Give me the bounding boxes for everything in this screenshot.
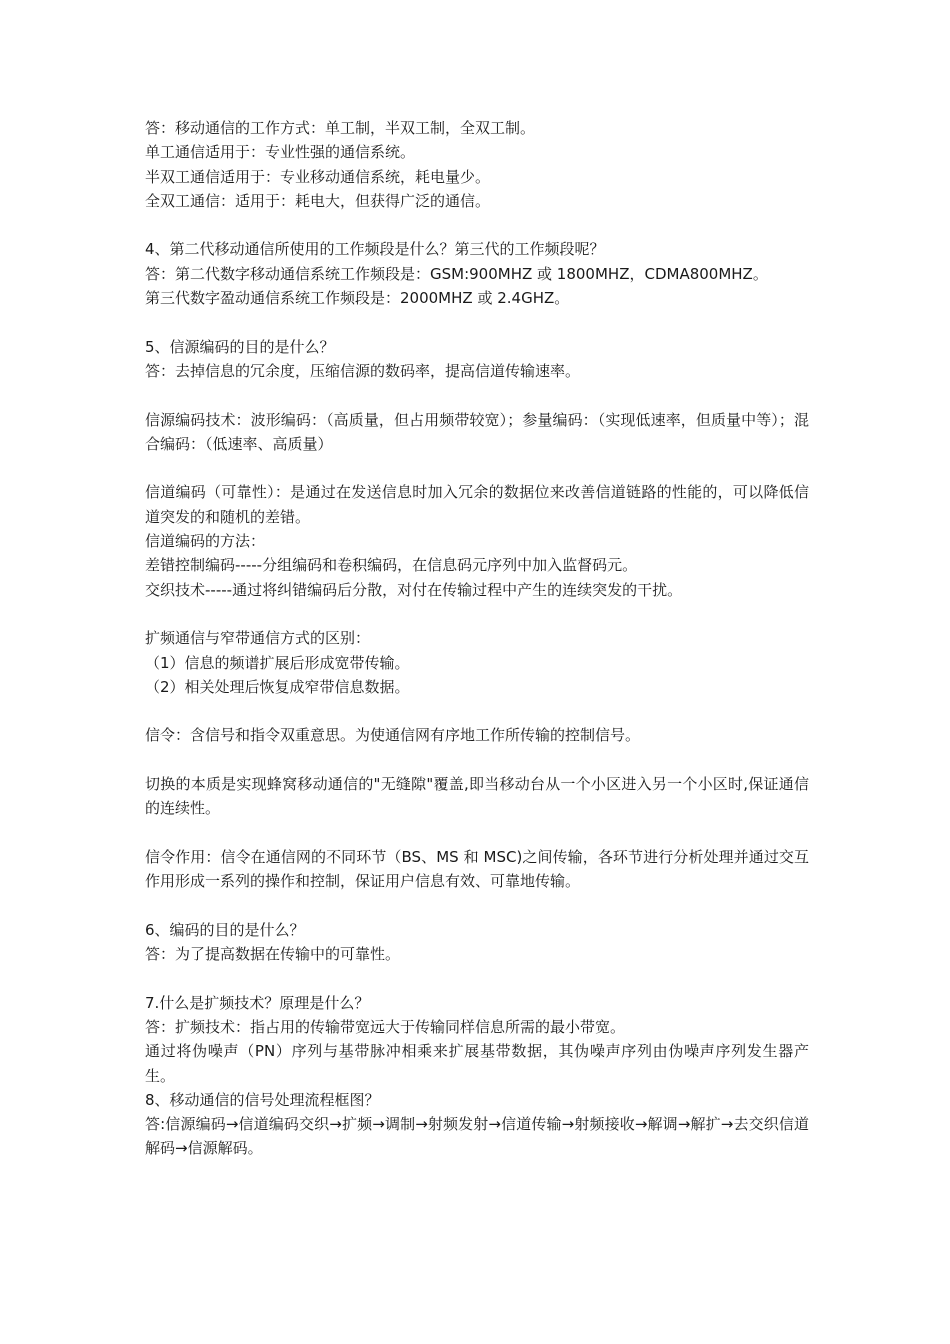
question-6 [145,918,809,967]
document-page [145,116,809,1185]
text-line: 半双工通信适用于：专业移动通信系统，耗电量少。 [145,167,491,186]
paragraph: 信源编码技术：波形编码：（高质量，但占用频带较宽）；参量编码：（实现低速率，但质量中等）；混合编码：（低速率、高质量） [145,410,809,453]
text-line: 答：扩频技术：指占用的传输带宽远大于传输同样信息所需的最小带宽。 [145,1017,626,1036]
work-mode-answer [145,116,809,213]
signaling-function [145,845,809,894]
text-line: 单工通信适用于：专业性强的通信系统。 [145,143,416,162]
paragraph: 答:信源编码→信道编码交织→扩频→调制→射频发射→信道传输→射频接收→解调→解扩→去交织信道解码→信源解码。 [145,1115,809,1158]
text-line: 答：移动通信的工作方式：单工制，半双工制，全双工制。 [145,119,536,137]
signaling-definition [145,723,809,747]
list-item: （2）相关处理后恢复成窄带信息数据。 [145,677,410,696]
text-line: 答：为了提高数据在传输中的可靠性。 [145,945,401,964]
paragraph: 信道编码（可靠性）：是通过在发送信息时加入冗余的数据位来改善信道链路的性能的，可以降低信道突发的和随机的差错。 [145,483,809,526]
text-line: 信令：含信号和指令双重意思。为使通信网有序地工作所传输的控制信号。 [145,726,641,745]
question-7-8 [145,991,809,1161]
text-line: 第三代数字盈动通信系统工作频段是：2000MHZ 或 2.4GHZ。 [145,289,570,308]
spread-vs-narrowband [145,626,809,699]
question-4 [145,237,809,310]
paragraph: 切换的本质是实现蜂窝移动通信的"无缝隙"覆盖,即当移动台从一个小区进入另一个小区时,保证通信的连续性。 [145,775,809,818]
paragraph: 信令作用：信令在通信网的不同环节（BS、MS 和 MSC)之间传输，各环节进行分析处理并通过交互作用形成一系列的操作和控制，保证用户信息有效、可靠地传输。 [145,847,809,891]
source-coding-techniques [145,408,809,457]
handover-essence [145,772,809,821]
question-heading: 4、第二代移动通信所使用的工作频段是什么？第三代的工作频段呢？ [145,240,605,259]
question-heading: 7.什么是扩频技术？原理是什么？ [145,993,370,1012]
text-line: 差错控制编码-----分组编码和卷积编码，在信息码元序列中加入监督码元。 [145,556,638,575]
channel-coding [145,480,809,601]
text-line: 信道编码的方法： [145,532,266,551]
text-line: 扩频通信与窄带通信方式的区别： [145,629,371,648]
paragraph: 通过将伪噪声（PN）序列与基带脉冲相乘来扩展基带数据，其伪噪声序列由伪噪声序列发生器产生。 [145,1042,809,1085]
question-heading: 6、编码的目的是什么？ [145,920,305,939]
question-heading: 8、移动通信的信号处理流程框图？ [145,1090,380,1109]
question-heading: 5、信源编码的目的是什么？ [145,337,335,356]
list-item: （1）信息的频谱扩展后形成宽带传输。 [145,653,410,672]
text-line: 交织技术-----通过将纠错编码后分散，对付在传输过程中产生的连续突发的干扰。 [145,580,683,599]
text-line: 全双工通信：适用于：耗电大，但获得广泛的通信。 [145,191,491,210]
text-line: 答：去掉信息的冗余度，压缩信源的数码率，提高信道传输速率。 [145,361,581,380]
question-5 [145,335,809,384]
text-line: 答：第二代数字移动通信系统工作频段是：GSM:900MHZ 或 1800MHZ，CDMA800MHZ。 [145,264,768,283]
